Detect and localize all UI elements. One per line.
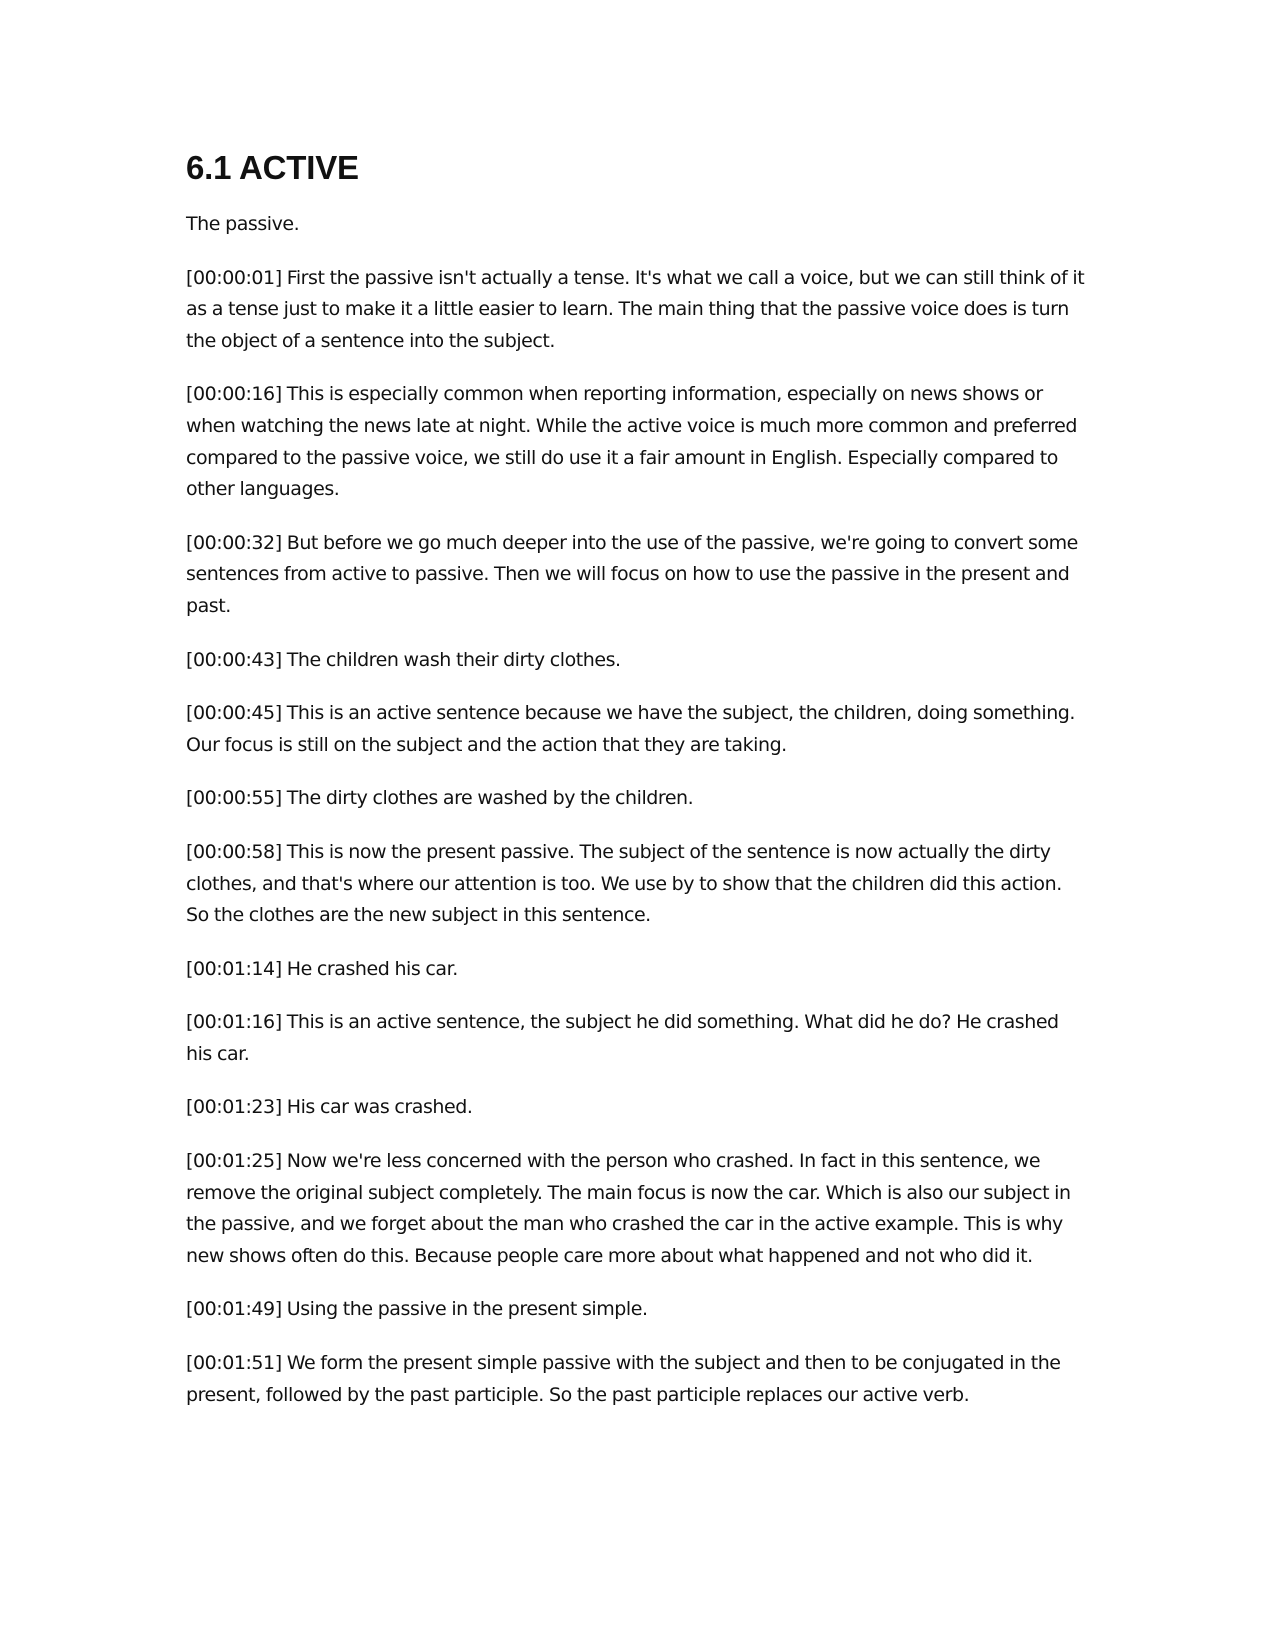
paragraph: [00:00:55] The dirty clothes are washed by the children. [186,787,694,810]
document-body [186,148,1086,1433]
paragraph: [00:00:45] This is an active sentence because we have the subject, the children, doing something. Our focus is still on the subject and the action that they are taking. [186,702,1076,756]
paragraph: [00:00:32] But before we go much deeper into the use of the passive, we're going to convert some sentences from active to passive. Then we will focus on how to use the passive in the present and past. [186,531,1078,617]
paragraph: [00:01:49] Using the passive in the present simple. [186,1298,648,1321]
paragraph: [00:00:43] The children wash their dirty clothes. [186,648,621,671]
paragraph: [00:00:58] This is now the present passive. The subject of the sentence is now actually the dirty clothes, and that's where our attention is too. We use by to show that the children did this action. So the clothes are the new subject in this sentence. [186,840,1062,927]
paragraph: [00:00:16] This is especially common when reporting information, especially on news shows or when watching the news late at night. While the active voice is much more common and preferred compared to the passive voice, we still do use it a fair amount in English. Especially compared to other languages. [186,383,1077,501]
paragraph: [00:00:01] First the passive isn't actually a tense. It's what we call a voice, but we can still think of it as a tense just to make it a little easier to learn. The main thing that the passive voice does is turn the object of a sentence into the subject. [186,266,1085,352]
paragraph: [00:01:25] Now we're less concerned with the person who crashed. In fact in this sentence, we remove the original subject completely. The main focus is now the car. Which is also our subject in the passive, and we forget about the man who crashed the car in the active example. This is why new shows often do this. Because people care more about what happened and not who did it. [186,1150,1071,1267]
paragraph: [00:01:51] We form the present simple passive with the subject and then to be conjugated in the present, followed by the past participle. So the past participle replaces our active verb. [186,1352,1061,1406]
paragraph: [00:01:23] His car was crashed. [186,1096,473,1119]
section-heading: 6.1 ACTIVE [186,149,359,186]
paragraph: [00:01:14] He crashed his car. [186,957,458,980]
paragraph: [00:01:16] This is an active sentence, the subject he did something. What did he do? He crashed his car. [186,1011,1059,1065]
paragraph: The passive. [186,213,300,235]
